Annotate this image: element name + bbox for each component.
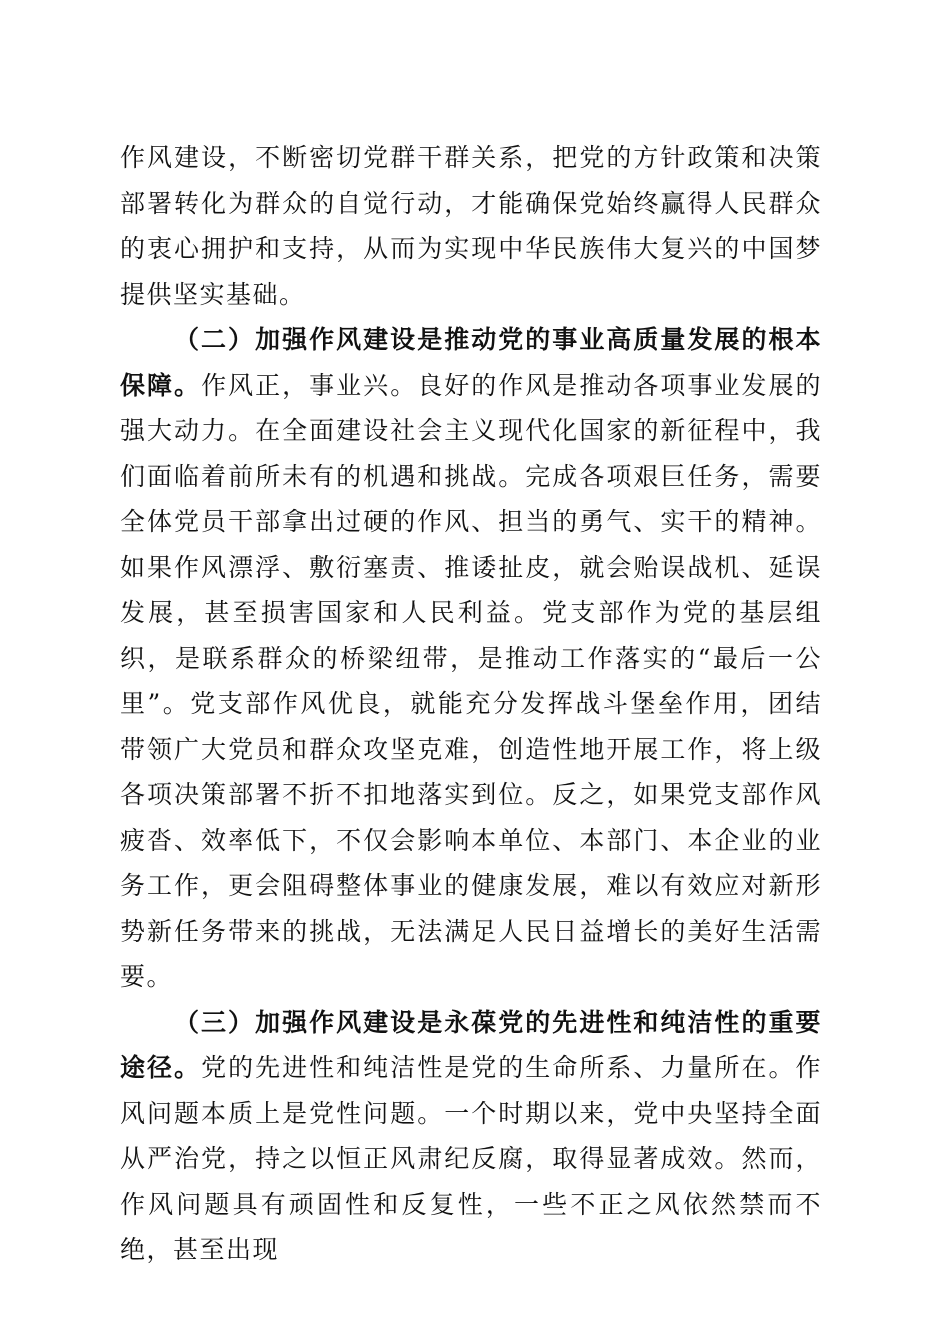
paragraph-1-body: 作风建设，不断密切党群干群关系，把党的方针政策和决策部署转化为群众的自觉行动，才能确保党始终赢得人民群众的衷心拥护和支持，从而为实现中华民族伟大复兴的中国梦提供坚实基础。 xyxy=(120,143,822,309)
section-three-body: 党的先进性和纯洁性是党的生命所系、力量所在。作风问题本质上是党性问题。一个时期以来，党中央坚持全面从严治党，持之以恒正风肃纪反腐，取得显著成效。然而，作风问题具有顽固性和反复性，一些不正之风依然禁而不绝，甚至出现 xyxy=(120,1053,822,1264)
section-two-heading: （二）加强作风建设是推动党的事业高质量发展的根本保障。 xyxy=(120,325,822,400)
paragraph-section-two xyxy=(120,317,822,1000)
paragraph-section-three xyxy=(120,1000,822,1273)
section-three-heading: （三）加强作风建设是永葆党的先进性和纯洁性的重要途径。 xyxy=(120,1007,822,1082)
document-body xyxy=(120,135,822,1273)
section-two-body: 作风正，事业兴。良好的作风是推动各项事业发展的强大动力。在全面建设社会主义现代化国家的新征程中，我们面临着前所未有的机遇和挑战。完成各项艰巨任务，需要全体党员干部拿出过硬的作风、担当的勇气、实干的精神。如果作风漂浮、敷衍塞责、推诿扯皮，就会贻误战机、延误发展，甚至损害国家和人民利益。党支部作为党的基层组织，是联系群众的桥梁纽带，是推动工作落实的“最后一公里”。党支部作风优良，就能充分发挥战斗堡垒作用，团结带领广大党员和群众攻坚克难，创造性地开展工作，将上级各项决策部署不折不扣地落实到位。反之，如果党支部作风疲沓、效率低下，不仅会影响本单位、本部门、本企业的业务工作，更会阻碍整体事业的健康发展，难以有效应对新形势新任务带来的挑战，无法满足人民日益增长的美好生活需要。 xyxy=(120,370,822,991)
paragraph-continuation xyxy=(120,135,822,317)
